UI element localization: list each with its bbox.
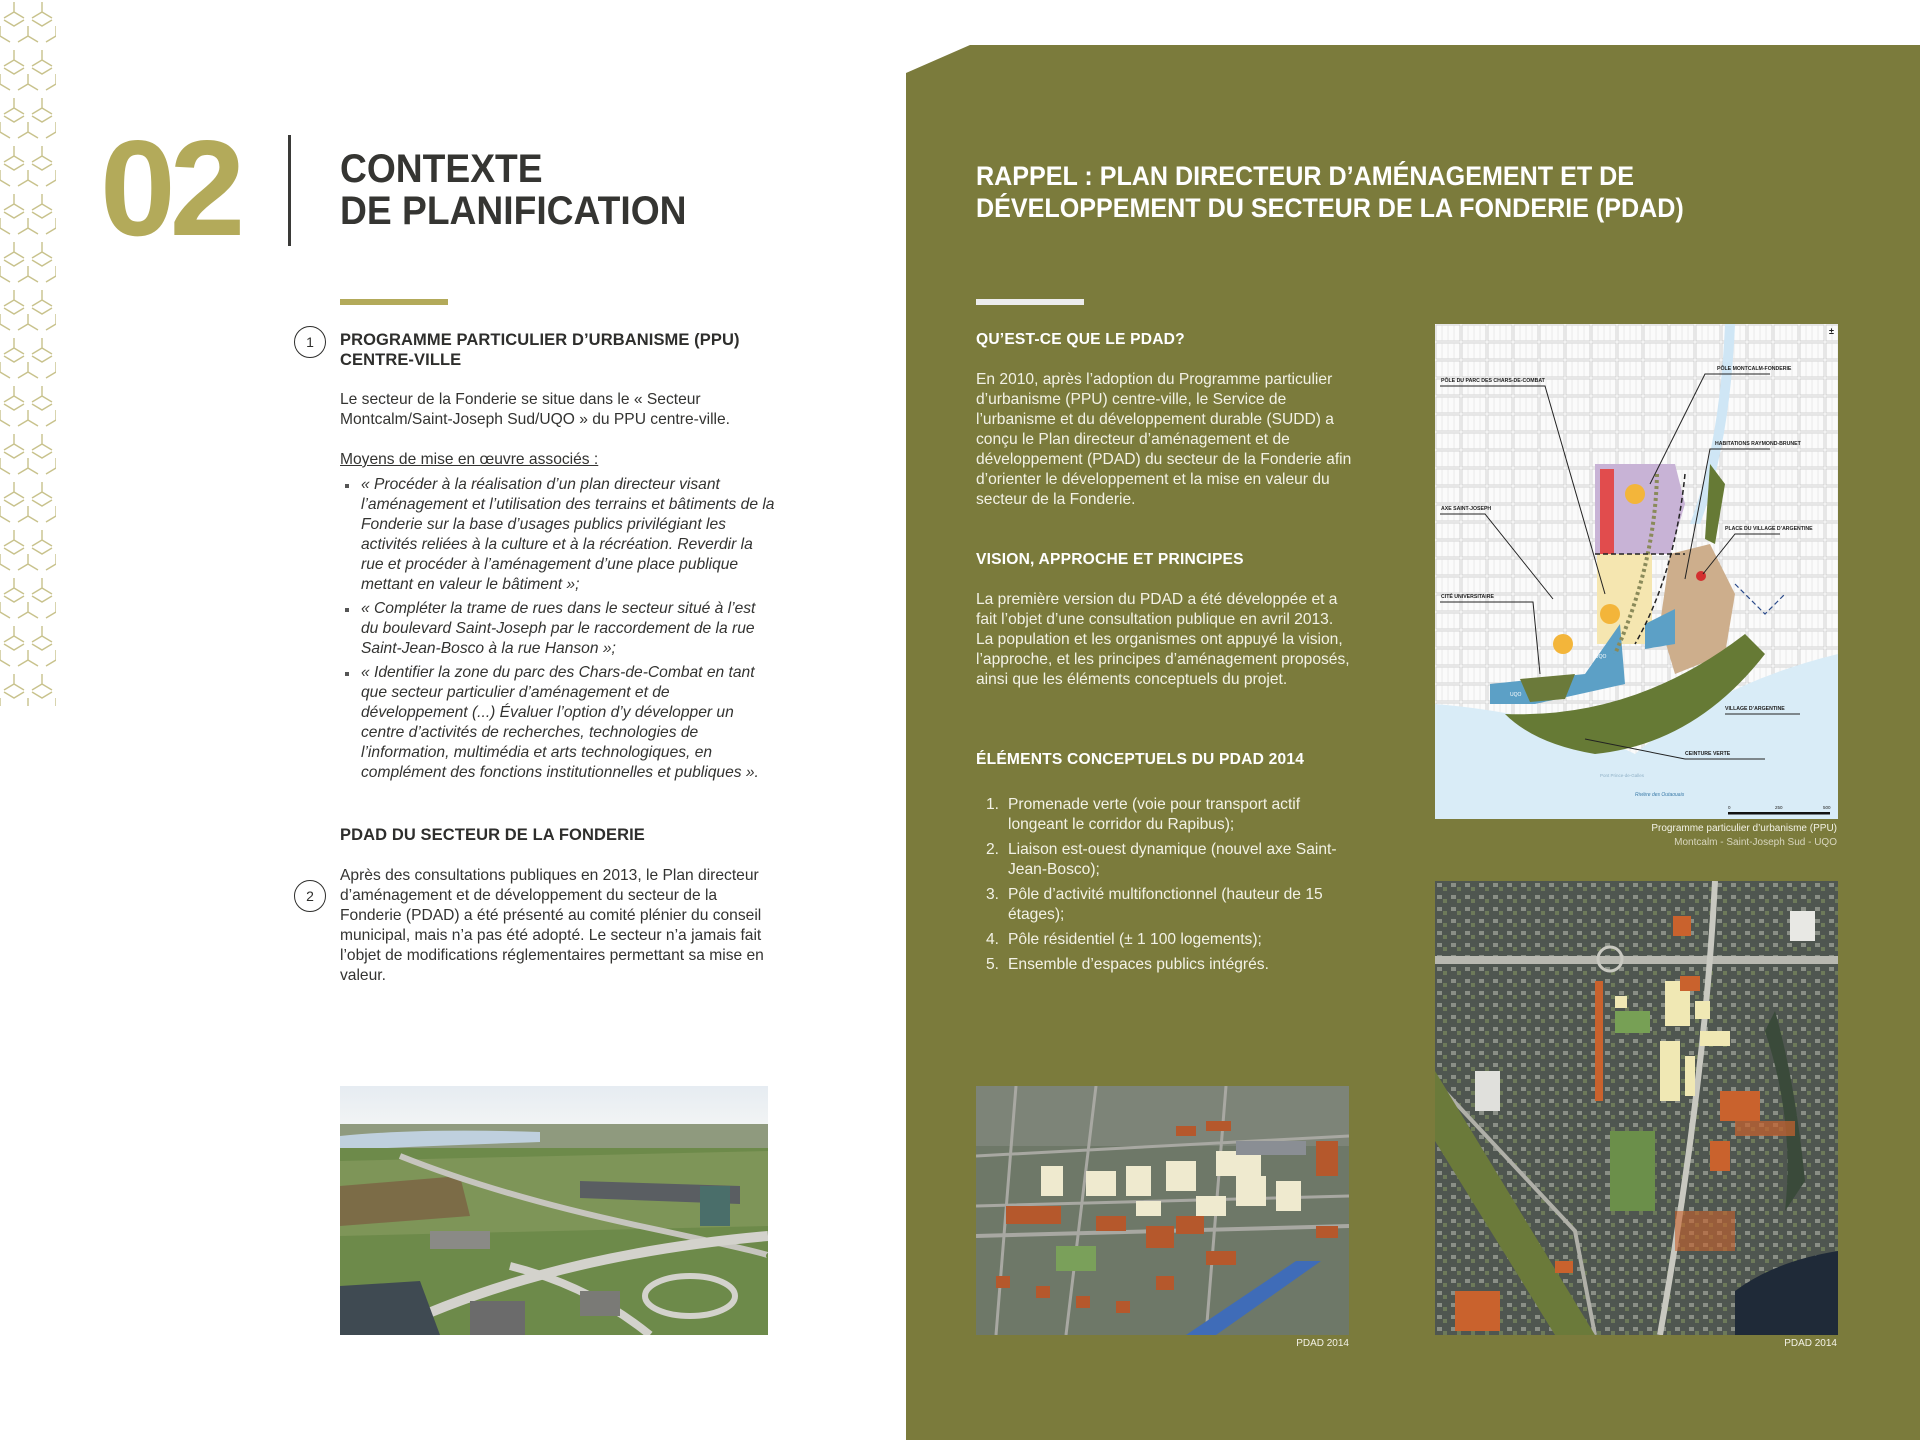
ppu-heading-line1: PROGRAMME PARTICULIER D’URBANISME (PPU)	[340, 331, 740, 349]
what-is-pdad-text: En 2010, après l’adoption du Programme particulier d’urbanisme (PPU) centre-ville, le Service de l’urbanisme et du développement durable (SUDD) a conçu le Plan directeur d’aménagement et de développement (PDAD) du secteur de la Fonderie afin d’orienter le développement et la mise en valeur du secteur de la Fonderie.	[976, 371, 1352, 508]
means-item: « Identifier la zone du parc des Chars-de-Combat en tant que secteur particulier d’aménagement et de développement (...) Évaluer l’option d’y développer un centre d’activités de recherches, technologies de l’information, multimédia et arts technologiques, en complément des fonctions institutionnelles et publiques ».	[341, 663, 775, 783]
element-text: Pôle résidentiel (± 1 100 logements);	[1008, 931, 1262, 948]
scale-label-500: 500	[1823, 805, 1831, 810]
what-is-pdad-heading: QU’EST-CE QUE LE PDAD?	[976, 331, 1185, 348]
map-label-cite: CITÉ UNIVERSITAIRE	[1441, 594, 1494, 600]
section-title-line2: DE PLANIFICATION	[340, 189, 687, 233]
element-text: Promenade verte (voie pour transport actif longeant le corridor du Rapibus);	[1008, 796, 1301, 833]
map-label-bridge: Pont Prince-de-Galles	[1600, 773, 1645, 778]
means-list	[341, 475, 775, 787]
map-caption-line1: Programme particulier d’urbanisme (PPU)	[1651, 823, 1837, 834]
element-item	[976, 955, 1346, 975]
scale-label-0: 0	[1728, 805, 1731, 810]
map-label-uqo-2: UQO	[1595, 654, 1607, 660]
decorative-cube-pattern	[0, 0, 56, 706]
element-item	[976, 930, 1346, 950]
pdad-title-line2: DÉVELOPPEMENT DU SECTEUR DE LA FONDERIE (PDAD)	[976, 193, 1684, 223]
panel-accent-bar	[976, 299, 1084, 305]
pdad-panel-title	[976, 160, 1684, 224]
vision-text: La première version du PDAD a été développée et a fait l’objet d’une consultation publique en avril 2013. La population et les organismes ont appuyé la vision, l’approche, et les principes d’aménagement proposés, ainsi que les éléments conceptuels du projet.	[976, 591, 1350, 688]
map-label-place: PLACE DU VILLAGE D’ARGENTINE	[1725, 526, 1813, 532]
element-number: 5.	[986, 956, 1000, 973]
scale-label-250: 250	[1775, 805, 1783, 810]
element-text: Ensemble d’espaces publics intégrés.	[1008, 956, 1269, 973]
ppu-heading-line2: CENTRE-VILLE	[340, 351, 462, 369]
section-title	[340, 148, 686, 232]
map-label-river: Rivière des Outaouais	[1635, 792, 1685, 798]
map-label-axe: AXE SAINT-JOSEPH	[1441, 506, 1492, 512]
element-number: 3.	[986, 886, 1000, 903]
accent-bar	[340, 299, 448, 305]
pdad-aerial-plan	[1435, 881, 1838, 1335]
section-number: 02	[100, 112, 240, 264]
element-text: Liaison est-ouest dynamique (nouvel axe Saint-Jean-Bosco);	[1008, 841, 1337, 878]
means-label	[340, 450, 770, 470]
map-label-uqo-1: UQO	[1510, 692, 1522, 698]
marker-1: 1	[294, 326, 326, 358]
map-caption-line2: Montcalm - Saint-Joseph Sud - UQO	[1674, 837, 1837, 848]
pdad-heading: PDAD DU SECTEUR DE LA FONDERIE	[340, 826, 645, 844]
header-divider	[288, 135, 291, 246]
element-number: 4.	[986, 931, 1000, 948]
means-label-text: Moyens de mise en œuvre associés :	[340, 451, 599, 468]
map-label-habitations: HABITATIONS RAYMOND-BRUNET	[1715, 441, 1801, 447]
ppu-plan-map	[1435, 324, 1838, 819]
elements-list	[976, 795, 1346, 980]
means-item: « Compléter la trame de rues dans le secteur situé à l’est du boulevard Saint-Joseph par le raccordement de la rue Saint-Jean-Bosco à la rue Hanson »;	[341, 599, 775, 659]
map-label-pole-montcalm: PÔLE MONTCALM-FONDERIE	[1717, 366, 1792, 372]
aerial-plan-caption: PDAD 2014	[1784, 1338, 1837, 1349]
scale-bar	[1728, 812, 1830, 815]
element-text: Pôle d’activité multifonctionnel (hauteur de 15 étages);	[1008, 886, 1323, 923]
elements-heading: ÉLÉMENTS CONCEPTUELS DU PDAD 2014	[976, 751, 1305, 768]
ppu-heading	[340, 330, 800, 370]
marker-2: 2	[294, 880, 326, 912]
pdad-title-line1: RAPPEL : PLAN DIRECTEUR D’AMÉNAGEMENT ET DE	[976, 161, 1635, 191]
vision-heading: VISION, APPROCHE ET PRINCIPES	[976, 551, 1244, 568]
pdad-text: Après des consultations publiques en 2013, le Plan directeur d’aménagement et de développement du secteur de la Fonderie (PDAD) a été présenté au comité plénier du conseil municipal, mais n’a pas été adopté. Le secteur n’a jamais fait l’objet de modifications réglementaires permettant sa mise en valeur.	[340, 867, 764, 984]
map-label-village: VILLAGE D’ARGENTINE	[1725, 706, 1785, 712]
means-item: « Procéder à la réalisation d’un plan directeur visant l’aménagement et l’utilisation des terrains et bâtiments de la Fonderie sur la base d’usages publics privilégiant les activités reliées à la culture et à la récréation. Reverdir la rue et procéder à l’aménagement d’une place publique mettant en valeur le bâtiment »;	[341, 475, 775, 595]
north-arrow-icon: ±	[1829, 326, 1834, 336]
element-item	[976, 885, 1346, 925]
map-label-pole-parc: PÔLE DU PARC DES CHARS-DE-COMBAT	[1441, 378, 1545, 384]
element-number: 2.	[986, 841, 1000, 858]
ppu-intro: Le secteur de la Fonderie se situe dans le « Secteur Montcalm/Saint-Joseph Sud/UQO » du PPU centre-ville.	[340, 391, 731, 428]
element-item	[976, 795, 1346, 835]
pdad-3d-render	[976, 1086, 1349, 1335]
aerial-photo-fonderie	[340, 1086, 768, 1335]
map-label-ceinture: CEINTURE VERTE	[1685, 751, 1731, 757]
section-title-line1: CONTEXTE	[340, 147, 543, 191]
element-number: 1.	[986, 796, 1000, 813]
element-item	[976, 840, 1346, 880]
render-caption: PDAD 2014	[1296, 1338, 1349, 1349]
